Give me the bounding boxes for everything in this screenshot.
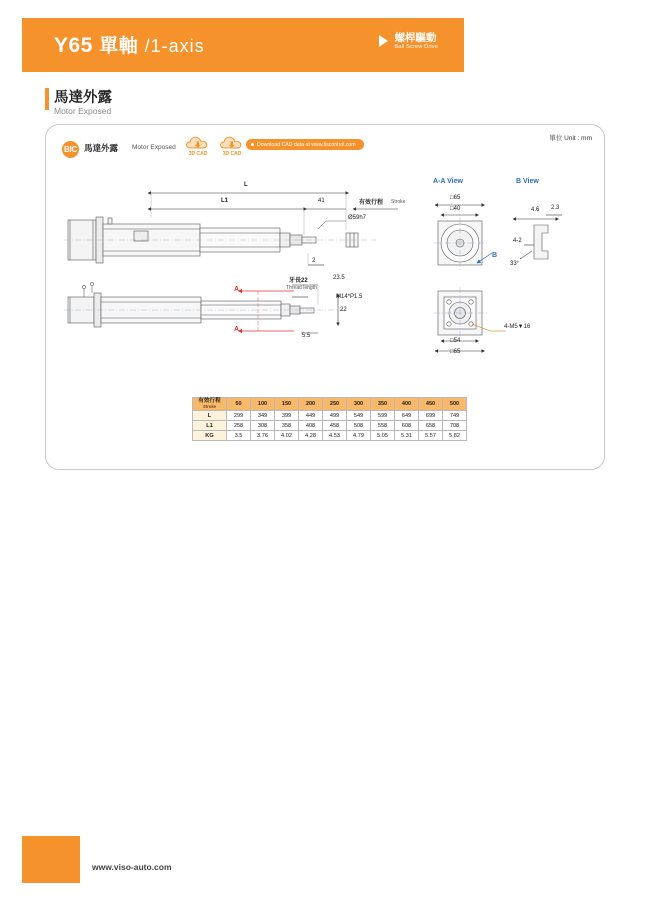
drive-badge-sub: Ball Screw Drive: [394, 44, 438, 51]
col-header: 300: [347, 398, 371, 411]
section-mark-a-top: A: [234, 286, 240, 293]
table-cell: 3.5: [227, 431, 251, 441]
table-cell: 699: [419, 411, 443, 421]
dim-label-thread-cn: 牙長22: [289, 278, 308, 284]
dim-label-23-5: 23.5: [333, 275, 345, 281]
dim-label-thread-spec: M14*P1.5: [336, 294, 363, 300]
table-cell: 4.53: [323, 431, 347, 441]
dim-label-screw: 4-M5▼16: [504, 324, 531, 330]
table-cell: 4.79: [347, 431, 371, 441]
footer-url: www.viso-auto.com: [92, 862, 172, 872]
table-cell: 399: [275, 411, 299, 421]
page-header: [22, 18, 464, 72]
table-cell: 749: [443, 411, 467, 421]
dim-label-sq65-top: □65: [450, 195, 461, 201]
title-cn: 單軸: [99, 36, 139, 57]
dim-label-stroke-en: Stroke: [391, 199, 406, 205]
table-cell: 358: [275, 421, 299, 431]
cad-label-1: 3D CAD: [188, 151, 208, 157]
table-cell: 258: [227, 421, 251, 431]
row-label: L1: [193, 421, 227, 431]
view-label-b: B View: [516, 178, 539, 185]
title-axis: /1-axis: [144, 36, 205, 56]
table-cell: 5.05: [371, 431, 395, 441]
drawing-panel: [45, 124, 605, 470]
dim-label-2-3: 2.3: [551, 205, 560, 211]
section-mark-a-bottom: A: [234, 326, 240, 333]
table-header-stroke-en: Stroke: [202, 403, 217, 409]
drive-badge: [379, 32, 438, 50]
col-header: 350: [371, 398, 395, 411]
dim-label-33deg: 33°: [510, 261, 520, 267]
table-cell: 499: [323, 411, 347, 421]
dim-label-diameter: Ø59h7: [348, 215, 367, 221]
drive-badge-title: 螺桿驅動: [394, 32, 437, 44]
section-accent-bar: [45, 88, 49, 110]
dim-label-5-5: 5.5: [302, 333, 311, 339]
table-row: [193, 431, 467, 441]
table-header-stroke-cn: 有效行程: [198, 398, 221, 404]
table-cell: 649: [395, 411, 419, 421]
dim-label-22: 22: [340, 307, 347, 313]
col-header: 200: [299, 398, 323, 411]
col-header: 450: [419, 398, 443, 411]
row-label: L: [193, 411, 227, 421]
title-model: Y65: [54, 34, 93, 57]
col-header: 250: [323, 398, 347, 411]
dim-label-4-2: 4-2: [513, 238, 522, 244]
panel-badge-cn: 馬達外露: [84, 143, 119, 153]
section-title-cn: 馬達外露: [54, 90, 112, 106]
view-label-aa: A-A View: [433, 178, 463, 185]
table-cell: 458: [323, 421, 347, 431]
table-cell: 549: [347, 411, 371, 421]
col-header: 500: [443, 398, 467, 411]
table-cell: 349: [251, 411, 275, 421]
table-cell: 5.31: [395, 431, 419, 441]
dim-label-sq54: □54: [450, 338, 461, 344]
view-arrow-b: B: [492, 252, 498, 259]
panel-badge-en: Motor Exposed: [132, 144, 176, 151]
table-cell: 5.57: [419, 431, 443, 441]
panel-badge: BIC: [62, 141, 79, 158]
play-triangle-icon: [379, 35, 388, 47]
dim-label-stroke-cn: 有效行程: [359, 200, 384, 206]
row-label: KG: [193, 431, 227, 441]
cad-label-2: 3D CAD: [222, 151, 242, 157]
table-cell: 3.76: [251, 431, 275, 441]
table-header-row: [193, 398, 467, 411]
col-header: 100: [251, 398, 275, 411]
col-header: 150: [275, 398, 299, 411]
table-row: [193, 411, 467, 421]
dim-label-L: L: [244, 182, 248, 188]
footer-accent-block: [22, 836, 80, 883]
table-cell: 449: [299, 411, 323, 421]
table-cell: 508: [347, 421, 371, 431]
dim-label-2: 2: [312, 258, 316, 264]
table-cell: 599: [371, 411, 395, 421]
table-cell: 708: [443, 421, 467, 431]
dim-label-sq65-bottom: □65: [450, 349, 461, 355]
table-cell: 5.82: [443, 431, 467, 441]
table-cell: 4.02: [275, 431, 299, 441]
table-cell: 608: [395, 421, 419, 431]
table-cell: 308: [251, 421, 275, 431]
table-cell: 299: [227, 411, 251, 421]
dim-label-thread-en: Thread length: [286, 285, 317, 291]
table-cell: 658: [419, 421, 443, 431]
dim-label-sq40: □40: [450, 206, 461, 212]
table-cell: 408: [299, 421, 323, 431]
dim-label-41: 41: [318, 198, 325, 204]
table-cell: 4.28: [299, 431, 323, 441]
table-cell: 558: [371, 421, 395, 431]
col-header: 50: [227, 398, 251, 411]
page-title: [54, 31, 205, 58]
table-row: [193, 421, 467, 431]
dim-label-4-6: 4.6: [531, 207, 540, 213]
dim-label-L1: L1: [221, 198, 229, 204]
cad-download-text: Download CAD data at www.tiscontrol.com: [257, 141, 356, 148]
unit-note: 單位 Unit : mm: [549, 135, 592, 142]
stroke-spec-table: [192, 397, 467, 441]
table-header-stroke: [193, 398, 227, 411]
col-header: 400: [395, 398, 419, 411]
section-title-en: Motor Exposed: [54, 106, 112, 116]
